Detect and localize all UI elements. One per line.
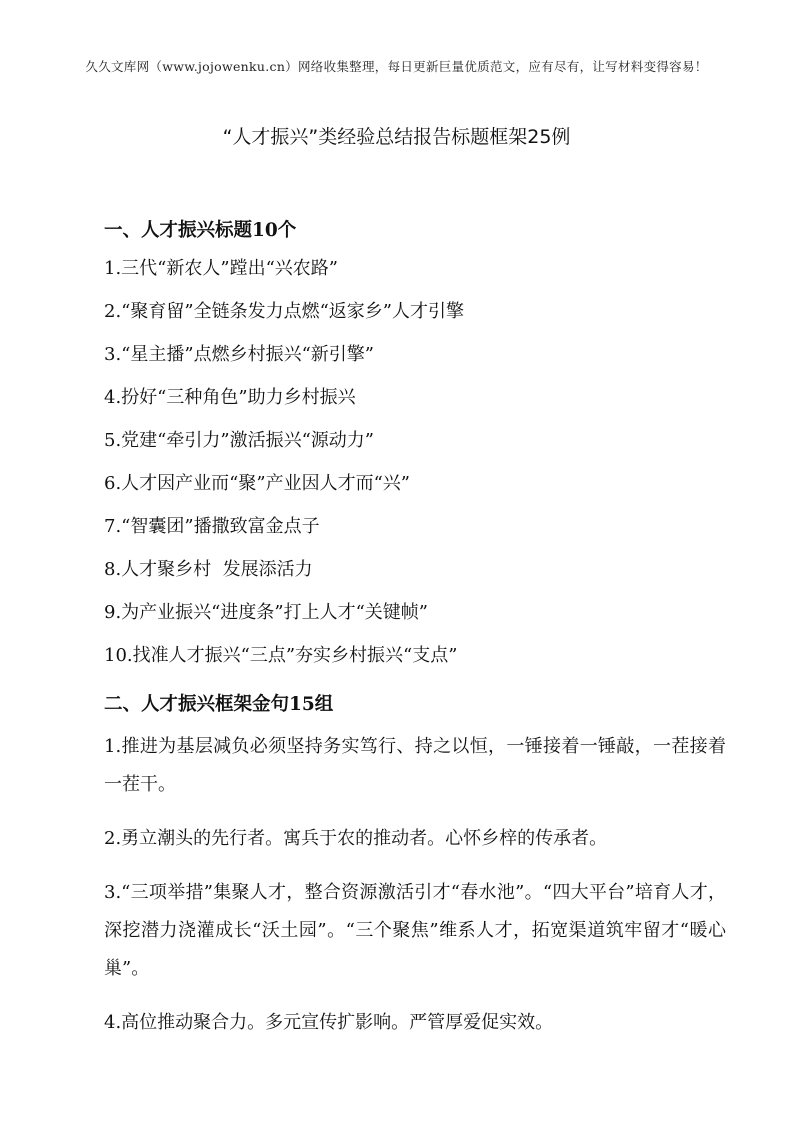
document-title: “人才振兴”类经验总结报告标题框架25例 xyxy=(222,126,571,148)
section-heading: 二、人才振兴框架金句15组 xyxy=(104,694,334,715)
list-item: 10.找准人才振兴“三点”夯实乡村振兴“支点” xyxy=(104,645,458,666)
paragraph: 2.勇立潮头的先行者。寓兵于农的推动者。心怀乡梓的传承者。 xyxy=(104,828,608,849)
paragraph: 1.推进为基层减负必须坚持务实笃行、持之以恒，一锤接着一锤敲，一茬接着一茬干。 xyxy=(104,736,726,795)
section-titles xyxy=(104,212,726,680)
list-item: 2.“聚育留”全链条发力点燃“返家乡”人才引擎 xyxy=(104,301,464,322)
section-framework-sentences xyxy=(104,686,726,1042)
section-heading: 一、人才振兴标题10个 xyxy=(104,220,297,241)
paragraph: 3.“三项举措”集聚人才，整合资源激活引才“春水池”。“四大平台”培育人才，深挖潜力浇灌成长“沃土园”。“三个聚焦”维系人才，拓宽渠道筑牢留才“暖心巢”。 xyxy=(104,882,726,979)
title-list xyxy=(104,250,726,680)
list-item: 8.人才聚乡村 发展添活力 xyxy=(104,559,313,580)
list-item: 3.“星主播”点燃乡村振兴“新引擎” xyxy=(104,344,374,365)
list-item: 7.“智囊团”播撒致富金点子 xyxy=(104,516,320,537)
list-item: 5.党建“牵引力”激活振兴“源动力” xyxy=(104,430,374,451)
list-item: 9.为产业振兴“进度条”打上人才“关键帧” xyxy=(104,602,428,623)
document-body xyxy=(104,212,726,1058)
list-item: 6.人才因产业而“聚”产业因人才而“兴” xyxy=(104,473,410,494)
list-item: 4.扮好“三种角色”助力乡村振兴 xyxy=(104,387,356,408)
list-item: 1.三代“新农人”蹚出“兴农路” xyxy=(104,258,338,279)
paragraph: 4.高位推动聚合力。多元宣传扩影响。严管厚爱促实效。 xyxy=(104,1012,554,1033)
header-note: 久久文库网（www.jojowenku.cn）网络收集整理，每日更新巨量优质范文，应有尽有，让写材料变得容易！ xyxy=(85,59,708,74)
